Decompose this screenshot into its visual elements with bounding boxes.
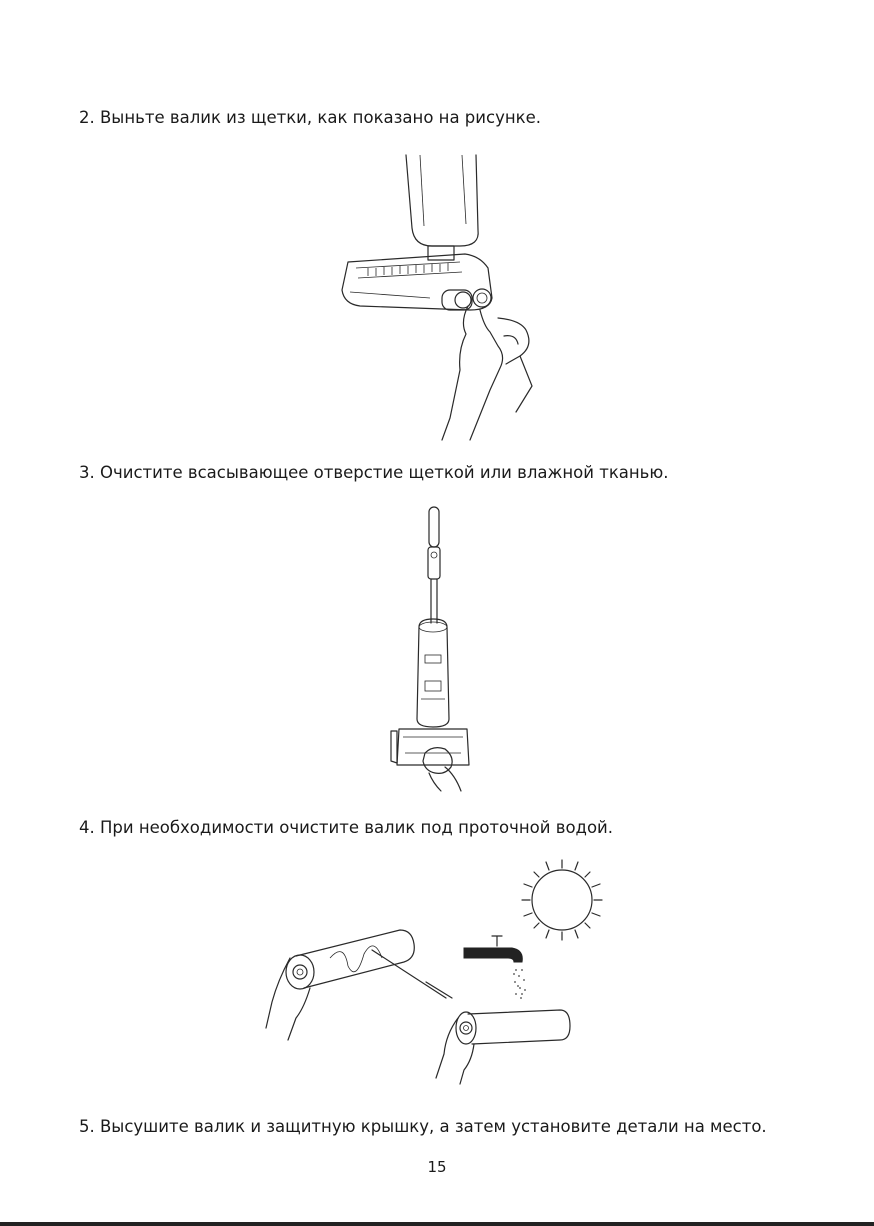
- step-2-text: 2. Выньте валик из щетки, как показано на рисунке.: [79, 108, 541, 127]
- sun-icon: [522, 860, 602, 940]
- page-number: 15: [427, 1158, 447, 1176]
- remove-roller-illustration: [320, 150, 550, 442]
- step-3-text: 3. Очистите всасывающее отверстие щеткой или влажной тканью.: [79, 463, 669, 482]
- step-5-text: 5. Высушите валик и защитную крышку, а затем установите детали на место.: [79, 1117, 767, 1136]
- step-4-text: 4. При необходимости очистите валик под проточной водой.: [79, 818, 614, 837]
- faucet-icon: [464, 936, 526, 999]
- clean-suction-opening-illustration: [385, 505, 485, 792]
- bottom-divider: [0, 1222, 874, 1226]
- wash-and-dry-roller-illustration: [260, 858, 620, 1088]
